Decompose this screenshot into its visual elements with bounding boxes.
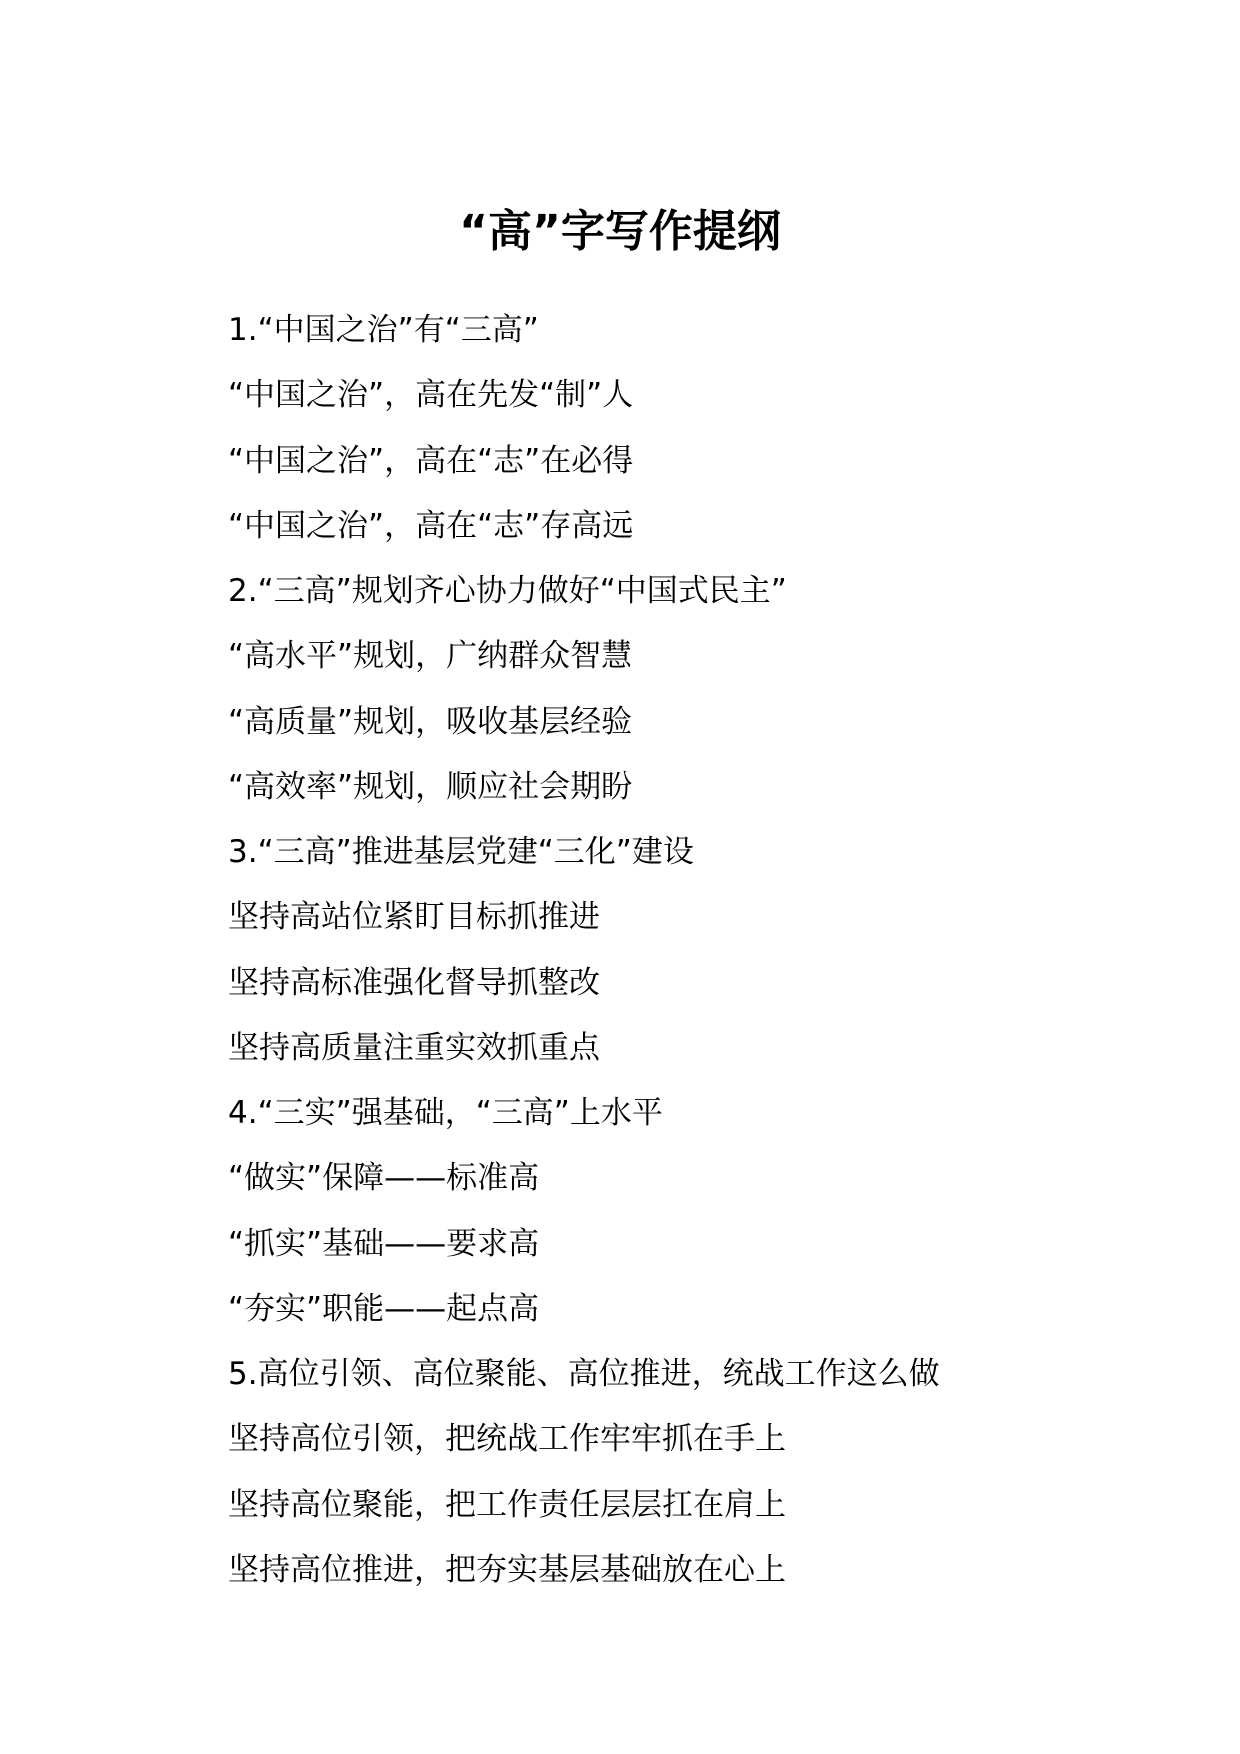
outline-item: “夯实”职能——起点高: [228, 1290, 540, 1327]
outline-item: “高水平”规划，广纳群众智慧: [228, 638, 633, 675]
outline-heading-5: 5.高位引领、高位聚能、高位推进，统战工作这么做: [228, 1356, 940, 1392]
outline-item: “中国之治”，高在“志”在必得: [228, 442, 634, 479]
outline-item: “中国之治”，高在“志”存高远: [228, 507, 634, 544]
outline-item: 坚持高站位紧盯目标抓推进: [228, 899, 600, 936]
outline-item: 坚持高位引领，把统战工作牢牢抓在手上: [228, 1421, 786, 1458]
outline-item: “高质量”规划，吸收基层经验: [228, 703, 633, 740]
outline-list: [228, 298, 1128, 1603]
outline-item: “抓实”基础——要求高: [228, 1225, 540, 1262]
outline-heading-2: 2.“三高”规划齐心协力做好“中国式民主”: [228, 573, 787, 609]
outline-item: “做实”保障——标准高: [228, 1160, 540, 1197]
outline-item: “高效率”规划，顺应社会期盼: [228, 768, 633, 805]
outline-item: 坚持高标准强化督导抓整改: [228, 964, 600, 1001]
outline-heading-1: 1.“中国之治”有“三高”: [228, 312, 539, 348]
outline-item: “中国之治”，高在先发“制”人: [228, 377, 634, 414]
outline-item: 坚持高位推进，把夯实基层基础放在心上: [228, 1551, 786, 1588]
outline-heading-4: 4.“三实”强基础，“三高”上水平: [228, 1095, 663, 1131]
outline-heading-3: 3.“三高”推进基层党建“三化”建设: [228, 834, 694, 870]
outline-item: 坚持高位聚能，把工作责任层层扛在肩上: [228, 1486, 786, 1523]
document-title: “高”字写作提纲: [459, 206, 781, 257]
outline-item: 坚持高质量注重实效抓重点: [228, 1029, 600, 1066]
